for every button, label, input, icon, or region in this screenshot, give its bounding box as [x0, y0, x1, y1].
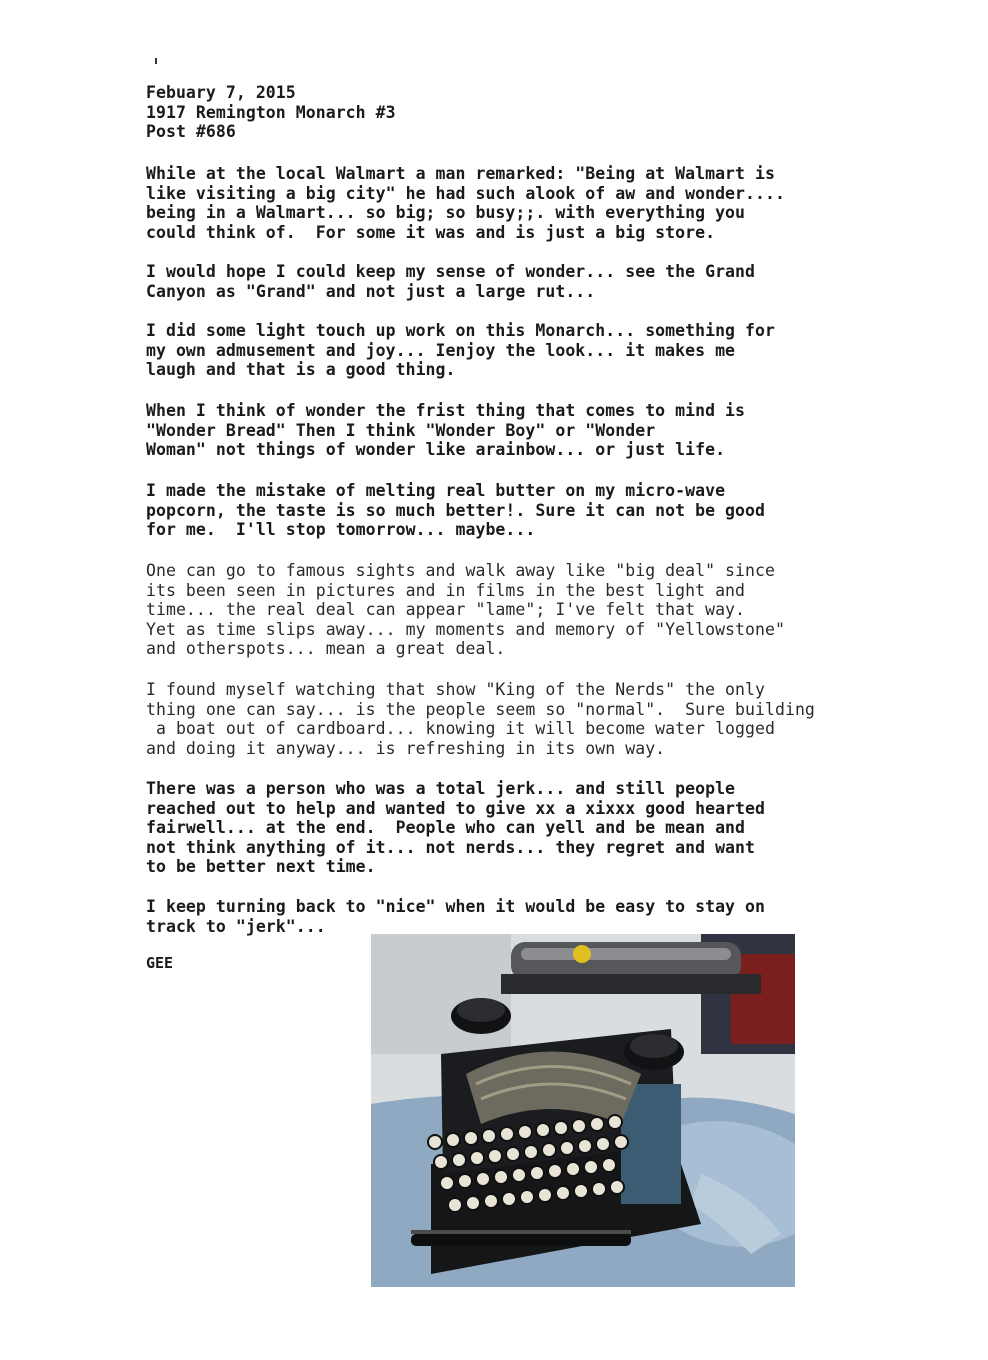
text-line: not think anything of it... not nerds... they regret and want	[146, 837, 756, 857]
text-line: I keep turning back to "nice" when it would be easy to stay on	[146, 897, 765, 916]
text-line: my own admusement and joy... Ienjoy the look... it makes me	[146, 340, 736, 360]
stray-ink-mark	[155, 58, 157, 64]
text-line: Canyon as "Grand" and not just a large rut...	[146, 281, 596, 301]
text-line: track to "jerk"...	[146, 916, 326, 936]
paragraph-jerk	[146, 779, 765, 877]
text-line: Yet as time slips away... my moments and memory of "Yellowstone"	[146, 619, 785, 639]
signature: GEE	[146, 954, 174, 972]
text-line: thing one can say... is the people seem so "normal". Sure building	[146, 699, 815, 719]
letter-header	[146, 83, 396, 142]
text-line: I would hope I could keep my sense of wonder... see the Grand	[146, 262, 756, 281]
header-post-number: Post #686	[146, 122, 236, 142]
text-line: There was a person who was a total jerk... and still people	[146, 779, 736, 798]
text-line: reached out to help and wanted to give xx a xixxx good hearted	[146, 798, 765, 818]
text-line: and doing it anyway... is refreshing in its own way.	[146, 738, 666, 758]
header-date: Febuary 7, 2015	[146, 83, 296, 102]
paragraph-wonder	[146, 401, 745, 460]
typewriter-illustration	[371, 934, 795, 1287]
typewriter-photo	[371, 934, 795, 1287]
text-line: While at the local Walmart a man remarked: "Being at Walmart is	[146, 164, 775, 183]
text-line: One can go to famous sights and walk away like "big deal" since	[146, 561, 775, 580]
text-line: could think of. For some it was and is just a big store.	[146, 222, 716, 242]
text-line: time... the real deal can appear "lame"; I've felt that way.	[146, 600, 746, 620]
paragraph-famous-sights	[146, 561, 785, 659]
paragraph-popcorn	[146, 481, 765, 540]
paragraph-monarch	[146, 321, 775, 380]
text-line: I made the mistake of melting real butter on my micro-wave	[146, 481, 726, 500]
text-line: When I think of wonder the frist thing that comes to mind is	[146, 401, 746, 420]
text-line: popcorn, the taste is so much better!. Sure it can not be good	[146, 500, 765, 520]
text-line: for me. I'll stop tomorrow... maybe...	[146, 520, 536, 540]
text-line: I did some light touch up work on this Monarch... something for	[146, 321, 775, 340]
header-typewriter: 1917 Remington Monarch #3	[146, 102, 396, 122]
text-line: and otherspots... mean a great deal.	[146, 639, 506, 659]
text-line: its been seen in pictures and in films in the best light and	[146, 580, 746, 600]
paragraph-walmart	[146, 164, 785, 242]
paragraph-nice	[146, 897, 765, 936]
text-line: "Wonder Bread" Then I think "Wonder Boy" or "Wonder	[146, 420, 656, 440]
text-line: being in a Walmart... so big; so busy;;. with everything you	[146, 203, 746, 223]
text-line: I found myself watching that show "King of the Nerds" the only	[146, 680, 765, 699]
paragraph-king-of-nerds	[146, 680, 815, 758]
text-line: a boat out of cardboard... knowing it will become water logged	[146, 719, 775, 739]
text-line: laugh and that is a good thing.	[146, 360, 456, 380]
text-line: Woman" not things of wonder like arainbow... or just life.	[146, 440, 726, 460]
text-line: fairwell... at the end. People who can yell and be mean and	[146, 818, 746, 838]
text-line: like visiting a big city" he had such alook of aw and wonder....	[146, 183, 785, 203]
text-line: to be better next time.	[146, 857, 376, 877]
paragraph-grand-canyon	[146, 262, 755, 301]
